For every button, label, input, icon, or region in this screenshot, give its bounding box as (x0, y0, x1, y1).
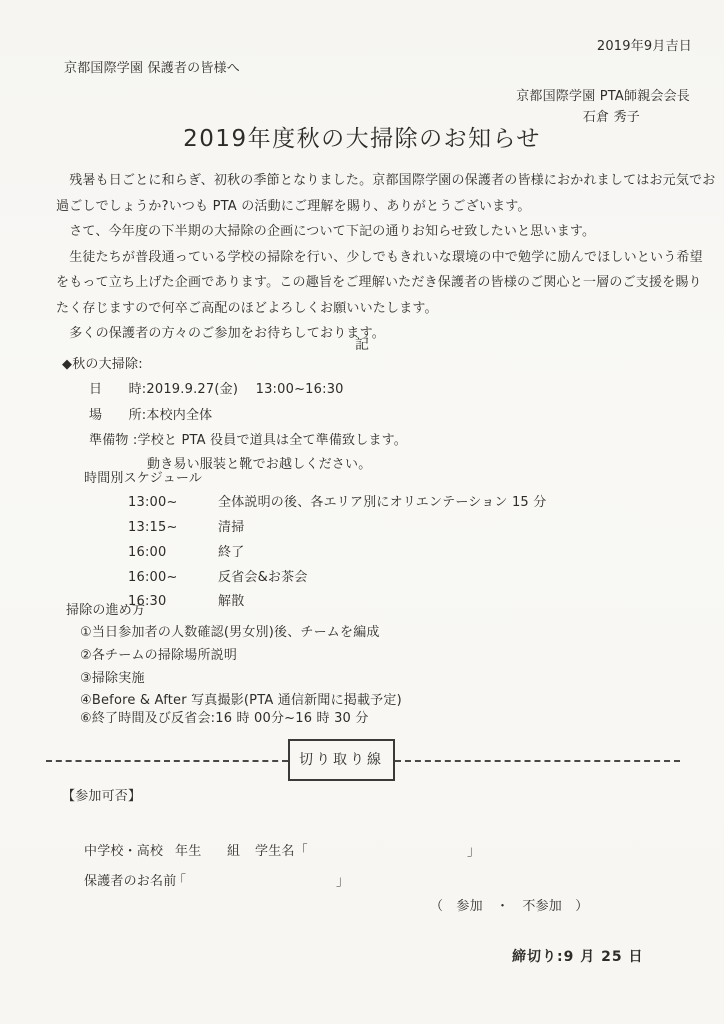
guardian-name-line (84, 870, 484, 890)
intro-line: さて、今年度の下半期の大掃除の企画について下記の通りお知らせ致したいと思います。 (56, 224, 596, 239)
recipient-line: 京都国際学園 保護者の皆様へ (64, 61, 240, 76)
guardian-bracket-close: 」 (336, 874, 350, 889)
schedule-activity: 反省会&お茶会 (218, 570, 308, 585)
schedule-row (128, 516, 244, 535)
cut-dash-right (395, 760, 680, 762)
schedule-row (128, 541, 244, 560)
preparation-line: 準備物 :学校と PTA 役員で道具は全て準備致します。 (89, 433, 408, 448)
class-label: 組 (227, 844, 241, 859)
schedule-time: 13:15~ (128, 520, 178, 535)
intro-line: 多くの保護者の方々のご参加をお待ちしております。 (56, 326, 385, 341)
student-name-bracket-close: 」 (467, 844, 481, 859)
ki-marker: 記 (355, 337, 369, 353)
schedule-row (128, 491, 546, 510)
schedule-row (128, 590, 244, 609)
cutline-box (288, 739, 395, 781)
section-heading-autumn-cleaning: ◆秋の大掃除: (62, 357, 143, 372)
procedure-step: ⑥終了時間及び反省会:16 時 00分~16 時 30 分 (80, 711, 369, 726)
student-name-label: 学生名「 (255, 844, 308, 859)
grade-label: 年生 (175, 844, 202, 859)
schedule-heading: 時間別スケジュール (84, 471, 203, 486)
schedule-time: 13:00~ (128, 495, 178, 510)
participation-options: （ 参加 ・ 不参加 ） (430, 899, 589, 914)
procedure-step: ③掃除実施 (80, 671, 145, 686)
participation-section-label: 【参加可否】 (62, 789, 142, 804)
schedule-activity: 全体説明の後、各エリア別にオリエンテーション 15 分 (218, 495, 547, 510)
guardian-bracket-open: 「 (173, 874, 187, 889)
intro-line: をもって立ち上げた企画であります。この趣旨をご理解いただき保護者の皆様のご関心と一層のご支援を賜り (56, 275, 702, 290)
procedure-heading: 掃除の進め方 (66, 603, 146, 618)
schedule-time: 16:00~ (128, 570, 178, 585)
schedule-activity: 解散 (218, 594, 245, 609)
sender-name-line: 石倉 秀子 (582, 110, 640, 125)
intro-line: 過ごしでしょうか?いつも PTA の活動にご理解を賜り、ありがとうございます。 (56, 199, 531, 214)
cutline-label: 切り取り線 (299, 752, 384, 768)
schedule-activity: 清掃 (218, 520, 245, 535)
intro-line: 生徒たちが普段通っている学校の掃除を行い、少しでもきれいな環境の中で勉学に励んでほしいという希望 (56, 250, 703, 265)
cut-dash-left (46, 760, 288, 762)
place-line: 場 所:本校内全体 (89, 408, 213, 423)
procedure-step: ①当日参加者の人数確認(男女別)後、チームを編成 (80, 625, 380, 640)
guardian-name-label: 保護者のお名前 (84, 874, 177, 889)
schedule-time: 16:00 (128, 545, 167, 560)
deadline-line: 締切り:9 月 25 日 (512, 949, 644, 965)
schedule-time: 16:30 (128, 594, 167, 609)
student-info-line (84, 840, 644, 860)
sender-org-line: 京都国際学園 PTA師親会会長 (516, 89, 690, 104)
document-date: 2019年9月吉日 (596, 39, 692, 54)
intro-line: たく存じますので何卒ご高配のほどよろしくお願いいたします。 (56, 301, 438, 316)
procedure-step: ④Before & After 写真撮影(PTA 通信新聞に掲載予定) (80, 693, 402, 708)
intro-line: 残暑も日ごとに和らぎ、初秋の季節となりました。京都国際学園の保護者の皆様におかれましてはお元気でお (56, 173, 716, 188)
procedure-step: ②各チームの掃除場所説明 (80, 648, 238, 663)
preparation-note-line: 動き易い服装と靴でお越しください。 (147, 457, 372, 472)
schedule-activity: 終了 (218, 545, 245, 560)
schedule-row (128, 566, 308, 585)
school-type-label: 中学校・高校 (84, 844, 164, 859)
datetime-line: 日 時:2019.9.27(金) 13:00~16:30 (89, 382, 344, 397)
document-title: 2019年度秋の大掃除のお知らせ (183, 126, 541, 152)
